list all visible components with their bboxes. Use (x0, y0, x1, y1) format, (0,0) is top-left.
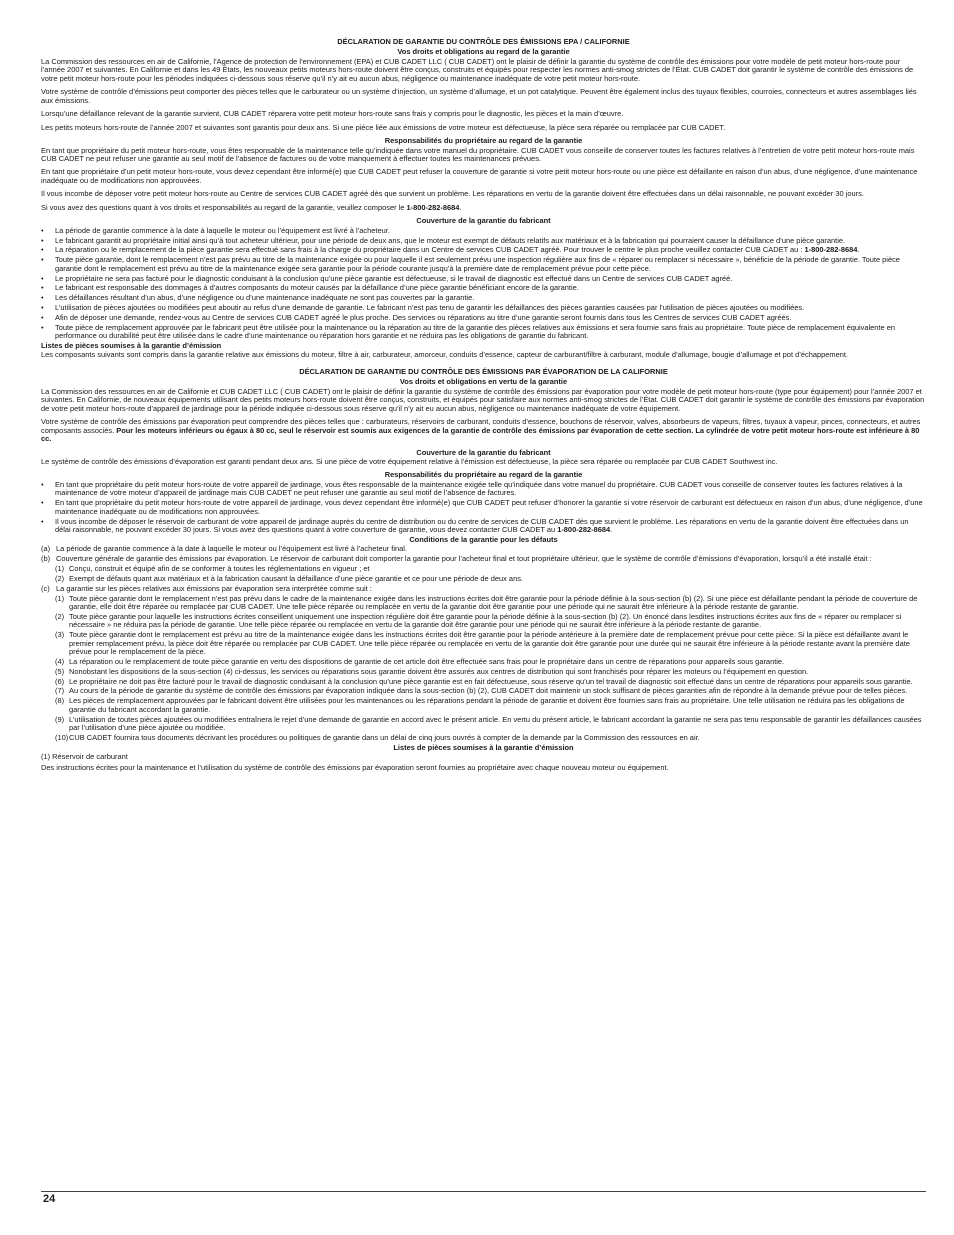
condition-c-item (41, 658, 926, 666)
epa-title: DÉCLARATION DE GARANTIE DU CONTRÔLE DES ÉMISSIONS EPA / CALIFORNIE (337, 37, 630, 46)
item-label: (5) (55, 666, 65, 676)
epa-owner-p1: En tant que propriétaire du petit moteur hors-route, vous êtes responsable de la maintenance telle qu’indiquée dans votre manuel du propriétaire. CUB CADET vous conseille de conserver toutes les factures relatives à l’entretien de votre petit moteur hors-route mais CUB CADET ne peut refuser une garantie au seul motif de l’absence de factures ou de votre manquement à effectuer toutes les maintenances prévues. (41, 145, 915, 163)
item-label: (8) (55, 696, 65, 706)
evap-rights-heading: Vos droits et obligations en vertu de la garantie (399, 377, 568, 387)
condition-c-item (41, 716, 926, 733)
list-item: • Le fabricant garantit au propriétaire initial ainsi qu’à tout acheteur ultérieur, pour une période de deux ans, que le moteur est exempt de défauts relatifs aux matériaux et à la fabrication qui pourraient causer la défaillance d’une pièce garantie. (41, 237, 926, 245)
list-item: • Les défaillances résultant d’un abus, d’une négligence ou d’une maintenance inadéquate ne sont pas couvertes par la garantie. (41, 294, 926, 302)
epa-phone-line (41, 204, 926, 212)
condition-a (41, 545, 926, 553)
item-text: Au cours de la période de garantie du système de contrôle des émissions par évaporation indiquée dans la sous-section (b) (2), CUB CADET doit maintenir un stock suffisant de pièces garanties afin de répondre à la demande prévue pour de telles pièces. (69, 686, 908, 696)
epa-phone-number: 1-800-282-8684 (406, 202, 460, 212)
evap-system-p (41, 418, 926, 443)
repair-text: La réparation ou le remplacement de la pièce garantie sera effectué sans frais à la charge du propriétaire dans un Centre de services CUB CADET agréé. Pour trouver le centre le plus proche veuillez contacter CUB CADET au : (55, 245, 805, 255)
condition-c-item (41, 631, 926, 656)
condition-b (41, 555, 926, 563)
condition-text: La période de garantie commence à la date à laquelle le moteur ou l’équipement est livré à l’acheteur final. (56, 544, 408, 554)
item-label: (7) (55, 686, 65, 696)
list-item (41, 518, 926, 535)
condition-c-item (41, 595, 926, 612)
epa-owner-p3: Il vous incombe de déposer votre petit moteur hors-route au Centre de services CUB CADET agréé dès que survient un problème. Les réparations en vertu de la garantie doivent être effectuées dans un délai raisonnable, ne pouvant excéder 30 jours. (41, 189, 864, 199)
item-label: (1) (55, 563, 65, 573)
epa-phone-text: Si vous avez des questions quant à vos droits et responsabilités au regard de la garantie, veuillez composer le (41, 202, 407, 212)
condition-c-item (41, 734, 926, 742)
item-text: CUB CADET fournira tous documents décrivant les procédures ou politiques de garantie dans un délai de cinq jours ouvrés à compter de la demande par la Commission des ressources en air. (69, 732, 700, 742)
item-text: Toute pièce garantie dont le remplacement n’est pas prévu dans le cadre de la maintenance exigée dans les instructions écrites doit être garantie pour la période définie à la sous-section (b) (2). Si une pièce est défaillante pendant la période de couverture de garantie, elle doit être réparée ou remplacée par CUB CADET. Une telle pièce réparée ou remplacée en vertu de la garantie doit être garantie pour une période qui ne saurait être inférieure à la période restante de garantie. (69, 593, 918, 611)
epa-owner-p2: En tant que propriétaire d’un petit moteur hors-route, vous devez cependant être informé(e) que CUB CADET peut refuser la couverture de garantie si votre petit moteur hors-route ou une pièce est défaillante en raison d’un abus, d’une négligence, d’une maintenance inadéquate ou de modifications non approuvées. (41, 167, 918, 185)
epa-maker-heading: Couverture de la garantie du fabricant (416, 216, 551, 226)
item-text: Exempt de défauts quant aux matériaux et à la fabrication causant la défaillance d’une pièce garantie et ce pour une période de deux ans. (69, 573, 523, 583)
list-item: • Le fabricant est responsable des dommages à d’autres composants du moteur causés par la défaillance d’une pièce garantie bénéficiant encore de la garantie. (41, 284, 926, 292)
epa-parts-heading: Listes de pièces soumises à la garantie d’émission (41, 341, 222, 351)
list-item: • L’utilisation de pièces ajoutées ou modifiées peut aboutir au refus d’une demande de garantie. Le fabricant n’est pas tenu de garantir les défaillances des pièces garanties causées par l’utilisation de pièces ajoutées ou modifiées. (41, 304, 926, 312)
epa-rights-p2: Votre système de contrôle d’émissions peut comporter des pièces telles que le carburateur ou un système d’injection, un système d’allumage, et un pot catalytique. Peuvent être également inclus des tuyaux flexibles, courroies, connecteurs et autres assemblages liés aux émissions. (41, 87, 917, 105)
evap-maker-text: Le système de contrôle des émissions d’évaporation est garanti pendant deux ans. Si une pièce de votre équipement relative à l’émission est défectueuse, la pièce sera réparée ou remplacée par CUB CADET Southwest inc. (41, 457, 778, 467)
item-text: L’utilisation de toutes pièces ajoutées ou modifiées entraînera le rejet d’une demande de garantie en accord avec le présent article. En vertu du présent article, le fabricant accordant la garantie ne sera pas tenu responsable de garantir les défaillances causées par l’utilisation d’une pièce ajoutée ou modifiée. (69, 714, 922, 732)
item-text: La réparation ou le remplacement de toute pièce garantie en vertu des dispositions de garantie de cet article doit être effectuée sans frais pour le propriétaire dans un centre de réparations pour appareils sous garantie. (69, 656, 785, 666)
condition-b-item (41, 565, 926, 573)
condition-c (41, 585, 926, 593)
epa-parts-text: Les composants suivants sont compris dans la garantie relative aux émissions du moteur, filtre à air, carburateur, amorceur, conduits d’essence, capteur de carburant/filtre à carburant, module d’allumage, bougie d’allumage et pot d’échappement. (41, 349, 848, 359)
epa-rights-p3: Lorsqu’une défaillance relevant de la garantie survient, CUB CADET réparera votre petit moteur hors-route sans frais y compris pour le diagnostic, les pièces et la main d’œuvre. (41, 109, 624, 119)
list-item: • La période de garantie commence à la date à laquelle le moteur ou l’équipement est livré à l’acheteur. (41, 227, 926, 235)
repair-phone-number: 1-800-282-8684 (804, 245, 858, 255)
evap-maker-heading: Couverture de la garantie du fabricant (416, 447, 551, 457)
epa-rights-p1: La Commission des ressources en air de Californie, l’Agence de protection de l’environnement (EPA) et CUB CADET LLC ( CUB CADET) ont le plaisir de définir la garantie du système de contrôle des émissions pour votre modèle de petit moteur hors-route pour l’année 2007 et suivantes. En Californie et dans les 49 États, les nouveaux petits moteurs hors-route doivent être conçus, construits et équipés pour respecter les normes anti-smog strictes de l’État. CUB CADET doit garantir le système de contrôle des émissions de votre petit moteur hors-route pour les périodes indiquées ci-dessous sous réserve qu’il n’y ait eu aucun abus, négligence ou maintenance inadéquate de votre petit moteur hors-route. (41, 56, 914, 83)
evap-owner-phone-number: 1-800-282-8684 (557, 524, 611, 534)
item-text: Le propriétaire ne doit pas être facturé pour le travail de diagnostic conduisant à la conclusion qu’une pièce garantie est en fait défectueuse, sous réserve qu’un tel travail de diagnostic soit effectué dans un centre de réparations pour appareils sous garantie. (69, 676, 913, 686)
condition-c-item (41, 697, 926, 714)
condition-b-item (41, 575, 926, 583)
list-item: • Le propriétaire ne sera pas facturé pour le diagnostic conduisant à la conclusion qu’une pièce garantie est défectueuse, si le travail de diagnostic est effectué dans un Centre de services CUB CADET agréé. (41, 275, 926, 283)
item-text: Toute pièce garantie dont le remplacement est prévu au titre de la maintenance exigée dans les instructions écrites doit être garantie pour la période antérieure à la première date de remplacement prévue pour cette pièce. Si la pièce est défaillante avant le premier remplacement prévu, la pièce doit être réparée ou remplacée par CUB CADET. Une telle pièce réparée ou remplacée en vertu de la garantie doit être garantie pour une durée qui ne saurait être inférieure à la période restante avant la première date prévue pour le remplacement de la pièce. (69, 630, 910, 656)
evap-system-text: Votre système de contrôle des émissions par évaporation peut comprendre des pièces telles que : carburateurs, réservoirs de carburant, conduits d’essence, bouchons de réservoir, valves, absorbeurs de vapeurs, filtres, tuyaux à vapeur, pinces, connecteurs, et autres composants associés. (41, 417, 921, 435)
item-label: (4) (55, 656, 65, 666)
epa-phone-end: . (459, 202, 462, 212)
page-number: 24 (43, 1193, 56, 1205)
list-item: • En tant que propriétaire du petit moteur hors-route de votre appareil de jardinage, vous êtes responsable de la maintenance exigée telle qu’indiquée dans votre manuel du propriétaire. CUB CADET vous conseille de conserver toutes les factures relatives à la maintenance de votre moteur d’appareil de jardinage mais CUB CADET ne peut refuser une garantie au seul motif de l’absence de factures. (41, 481, 926, 498)
item-label: (2) (55, 611, 65, 621)
evap-owner-list (41, 481, 926, 535)
evap-rights-p: La Commission des ressources en air de Californie et CUB CADET LLC ( CUB CADET) ont le plaisir de définir la garantie du système de contrôle des émissions par évaporation pour votre modèle de petit moteur hors-route (type pour équipement) pour l’année 2007 et suivantes. En Californie, de nouveaux équipements utilisant des petits moteurs hors-route doivent être conçus, construits, et équipés pour satisfaire aux normes anti-smog strictes de l’État. CUB CADET doit garantir le système de contrôle des émissions par évaporation de votre petit moteur hors-route d’appareil de jardinage pour la période indiquée ci-dessous sous réserve qu’il n’y ait eu aucun abus, négligence ou maintenance inadéquate de votre équipement. (41, 386, 925, 413)
condition-c-item (41, 678, 926, 686)
list-item: • Toute pièce de remplacement approuvée par le fabricant peut être utilisée pour la maintenance ou la réparation au titre de la garantie des pièces relatives aux émissions et sera fournie sans frais au propriétaire. Toute pièce de remplacement équivalente en performance ou durabilité peut être utilisée dans le cadre d’une maintenance ou réparation hors garantie et ne réduira pas les obligations de garantie du fabricant. (41, 324, 926, 341)
condition-c-item (41, 687, 926, 695)
list-item: • Afin de déposer une demande, rendez-vous au Centre de services CUB CADET agréé le plus proche. Des services ou réparations au titre d’une garantie seront fournis dans tous les Centres de services CUB CADET agréés. (41, 314, 926, 322)
item-text: Conçu, construit et équipé afin de se conformer à toutes les réglementations en vigueur ; et (69, 563, 370, 573)
condition-c-item (41, 613, 926, 630)
condition-text: Couverture générale de garantie des émissions par évaporation. Le réservoir de carburant doit comporter la garantie pour l’acheteur final et tout propriétaire ultérieur, que le système de contrôle d’émissions d’évaporation, lorsqu’il a été installé était : (56, 554, 872, 564)
condition-label: (b) (41, 554, 51, 564)
item-text: Les pièces de remplacement approuvées par le fabricant doivent être utilisées pour les maintenances ou les réparations pendant la période de garantie et doivent être fournies sans frais au propriétaire. Une telle utilisation ne réduira pas les obligations de garantie du fabricant accordant la garantie. (69, 696, 905, 714)
evap-owner-heading: Responsabilités du propriétaire au regard de la garantie (384, 470, 583, 480)
list-item: • Toute pièce garantie, dont le remplacement n’est pas prévu au titre de la maintenance exigée ou pour laquelle il est seulement prévu une inspection régulière aux fins de « réparer ou remplacer si nécessaire », bénéficie de la période de garantie. Toute pièce garantie dont le remplacement est prévu au titre de la maintenance exigée sera garantie pour la période courante jusqu’à la première date de remplacement prévue pour cette pièce. (41, 256, 926, 273)
evap-owner-end: . (610, 524, 613, 534)
item-label: (2) (55, 573, 65, 583)
condition-text: La garantie sur les pièces relatives aux émissions par évaporation sera interprétée comme suit : (56, 583, 372, 593)
evap-parts-text: Des instructions écrites pour la maintenance et l’utilisation du système de contrôle des émissions par évaporation seront fournies au propriétaire avec chaque nouveau moteur ou équipement. (41, 762, 669, 772)
epa-owner-heading: Responsabilités du propriétaire au regard de la garantie (384, 136, 583, 146)
item-label: (9) (55, 714, 65, 724)
list-item: • En tant que propriétaire du petit moteur hors-route de votre appareil de jardinage, vous devez cependant être informé(e) que CUB CADET peut refuser d’honorer la garantie si votre réservoir de carburant est défectueux en raison d’un abus, d’une négligence, d’une maintenance inadéquate ou de modifications non approuvées. (41, 499, 926, 516)
condition-c-item (41, 668, 926, 676)
epa-rights-heading: Vos droits et obligations au regard de la garantie (397, 47, 570, 57)
document-page (41, 38, 926, 777)
repair-end: . (857, 245, 860, 255)
evap-parts-item: (1) Réservoir de carburant (41, 752, 128, 762)
footer-divider (41, 1191, 926, 1192)
condition-label: (a) (41, 544, 51, 554)
item-text: Toute pièce garantie pour laquelle les instructions écrites conseillent uniquement une inspection régulière doit être garantie pour la période définie à la sous-section (b) (2). Un énoncé dans lesdites instructions écrites aux fins de « réparer ou remplacer si nécessaire » ne réduira pas la période de garantie. Une telle pièce réparée ou remplacée en vertu de la garantie doit être garantie pour une période qui ne saurait être inférieure à la période restante de garantie. (69, 611, 902, 630)
evap-system-bold: Pour les moteurs inférieurs ou égaux à 80 cc, seul le réservoir est soumis aux exigences de la garantie de contrôle des émissions par évaporation de cette section. La cylindrée de votre petit moteur hors-route est inférieure à 80 cc. (41, 425, 920, 444)
epa-coverage-list (41, 227, 926, 341)
item-label: (6) (55, 676, 65, 686)
evap-parts-heading: Listes de pièces soumises à la garantie d’émission (393, 742, 574, 752)
item-label: (3) (55, 630, 65, 640)
evap-owner-last-text: Il vous incombe de déposer le réservoir de carburant de votre appareil de jardinage auprès du centre de distribution ou du centre de services de CUB CADET dès que survient le problème. Les réparations en vertu de la garantie doivent être effectuées dans un délai raisonnable, ne pouvant excéder 30 jours. Si vous avez des questions quant à votre couverture de garantie, vous devez contacter CUB CADET au (55, 516, 909, 534)
item-label: (1) (55, 593, 65, 603)
item-text: Nonobstant les dispositions de la sous-section (4) ci-dessus, les services ou réparations sous garantie doivent être assurés aux centres de distribution qui sont franchisés pour réparer les moteurs ou l’équipement en question. (69, 666, 809, 676)
epa-rights-p4: Les petits moteurs hors-route de l’année 2007 et suivantes sont garantis pour deux ans. Si une pièce liée aux émissions de votre moteur est défectueuse, la pièce sera réparée ou remplacée par CUB CADET. (41, 122, 726, 132)
condition-label: (c) (41, 583, 50, 593)
evap-title: DÉCLARATION DE GARANTIE DU CONTRÔLE DES ÉMISSIONS PAR ÉVAPORATION DE LA CALIFORNIE (299, 366, 668, 376)
evap-conditions-heading: Conditions de la garantie pour les défauts (409, 534, 558, 544)
list-item (41, 246, 926, 254)
item-label: (10) (55, 732, 69, 742)
